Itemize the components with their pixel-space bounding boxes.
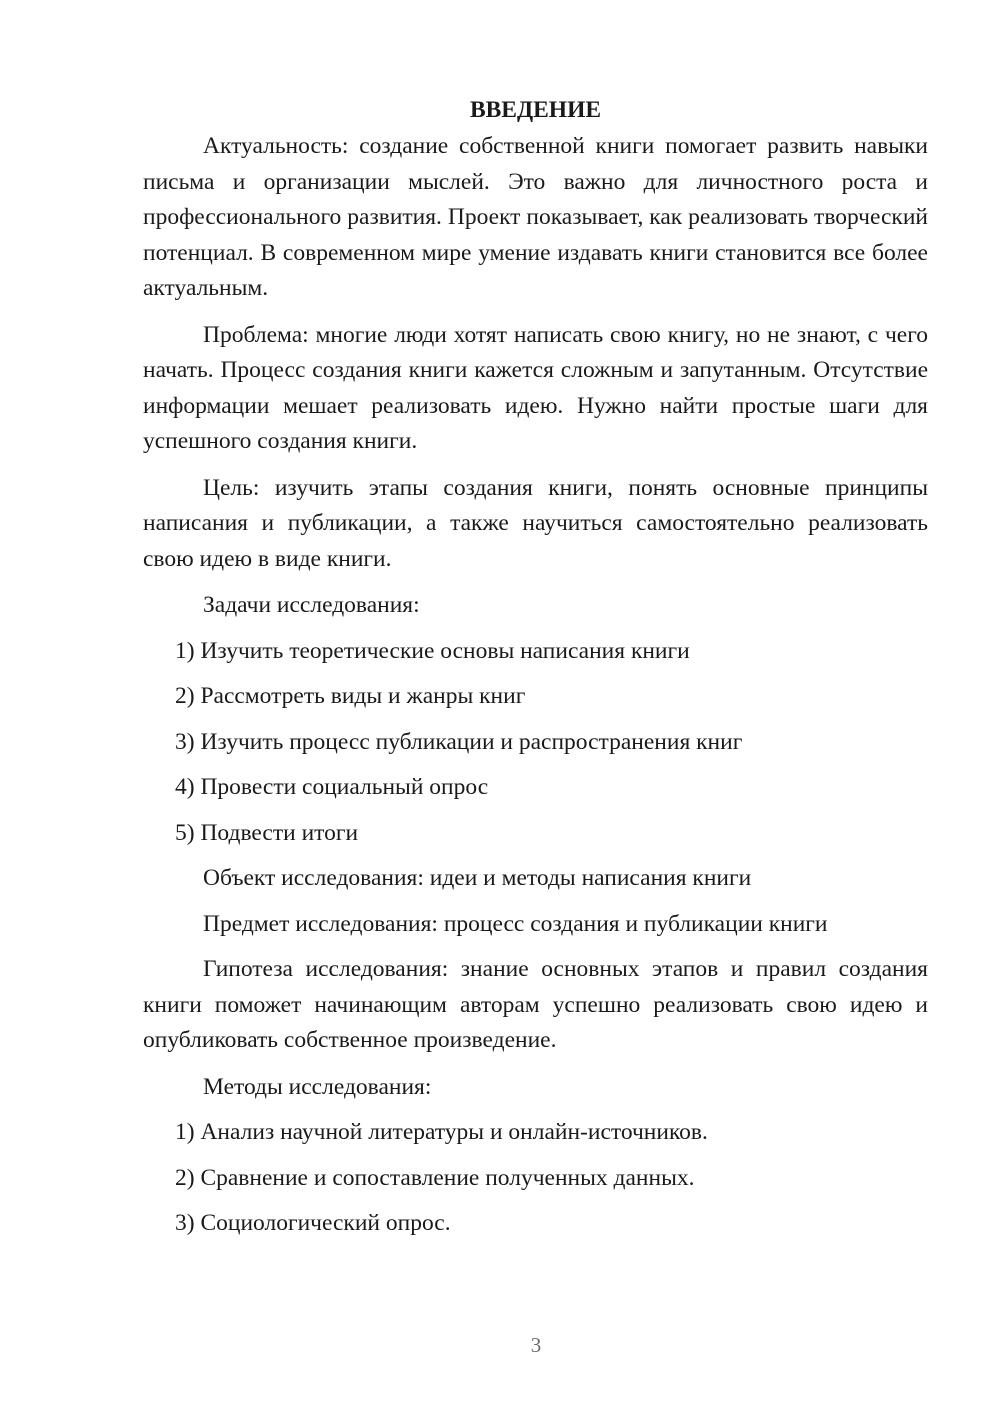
- page-content: [143, 92, 928, 1252]
- list-item: 3) Изучить процесс публикации и распространения книг: [175, 728, 743, 755]
- list-item: 2) Сравнение и сопоставление полученных данных.: [175, 1164, 695, 1191]
- actuality-paragraph: Актуальность: создание собственной книги помогает развить навыки письма и организации мыслей. Это важно для личностного роста и профессионального развития. Проект показывает, как реализовать творческий потенциал. В современном мире умение издавать книги становится все более актуальным.: [143, 133, 928, 301]
- tasks-list: [143, 634, 928, 852]
- hypothesis-paragraph: Гипотеза исследования: знание основных этапов и правил создания книги поможет начинающим авторам успешно реализовать свою идею и опубликовать собственное произведение.: [143, 956, 928, 1053]
- goal-paragraph: Цель: изучить этапы создания книги, понять основные принципы написания и публикации, а также научиться самостоятельно реализовать свою идею в виде книги.: [143, 474, 928, 572]
- tasks-title: Задачи исследования:: [203, 592, 420, 618]
- list-item: 5) Подвести итоги: [175, 819, 359, 846]
- research-object: Объект исследования: идеи и методы написания книги: [203, 865, 752, 891]
- list-item: 2) Рассмотреть виды и жанры книг: [175, 683, 526, 709]
- list-item: 3) Социологический опрос.: [175, 1210, 451, 1236]
- methods-list: [143, 1115, 928, 1242]
- list-item: 1) Анализ научной литературы и онлайн-источников.: [175, 1119, 708, 1145]
- methods-title: Методы исследования:: [203, 1073, 432, 1100]
- page-number: 3: [530, 1333, 542, 1357]
- section-heading: ВВЕДЕНИЕ: [469, 97, 602, 123]
- problem-paragraph: Проблема: многие люди хотят написать свою книгу, но не знают, с чего начать. Процесс создания книги кажется сложным и запутанным. Отсутствие информации мешает реализовать идею. Нужно найти простые шаги для успешного создания книги.: [143, 321, 928, 454]
- list-item: 4) Провести социальный опрос: [175, 774, 489, 800]
- list-item: 1) Изучить теоретические основы написания книги: [175, 637, 690, 664]
- research-subject: Предмет исследования: процесс создания и публикации книги: [203, 910, 828, 937]
